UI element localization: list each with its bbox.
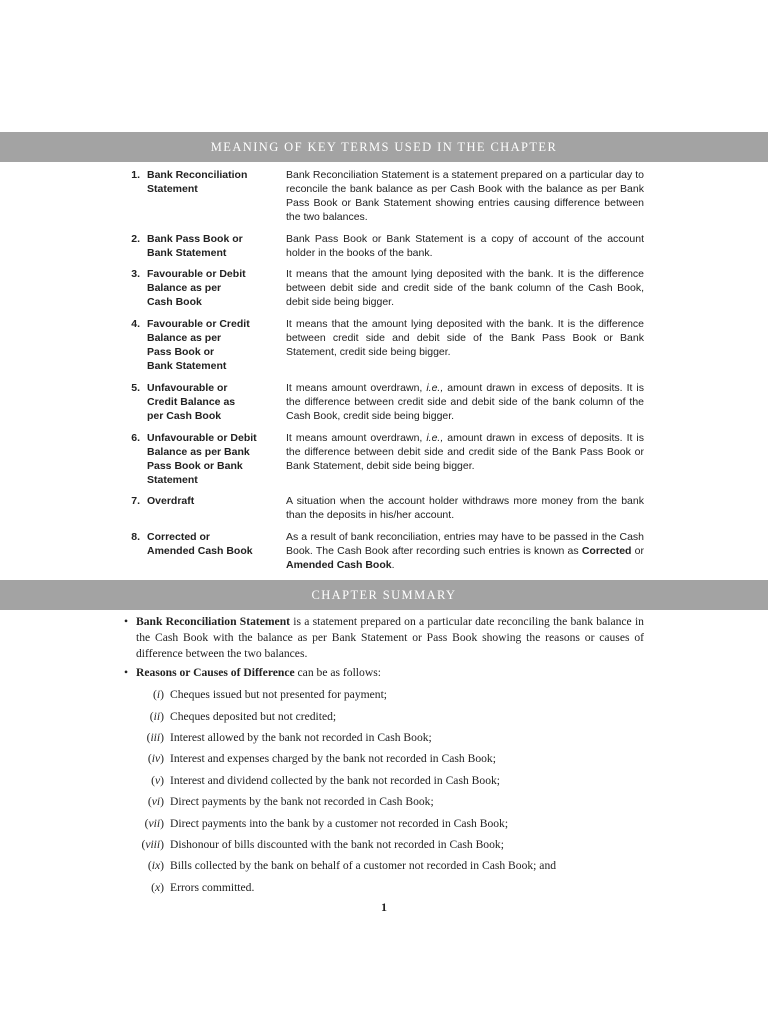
- reason-text: Bills collected by the bank on behalf of a customer not recorded in Cash Book; and: [170, 859, 557, 872]
- definition-text: amount drawn in excess of deposits. It is the difference between credit side and debit side of the bank column of the Cash Book, credit side being bigger.: [286, 382, 644, 422]
- term-definition: [286, 431, 644, 473]
- definition-italic: i.e.,: [426, 382, 444, 394]
- term-name: [147, 431, 277, 487]
- term-number: 3.: [131, 268, 140, 280]
- term-name-line: Pass Book or: [147, 346, 215, 358]
- reason-numeral-text: viii: [145, 838, 161, 851]
- term-name-line: Favourable or Credit: [147, 318, 250, 330]
- reason-item: [124, 751, 644, 767]
- term-name-line: Balance as per Bank: [147, 446, 250, 458]
- summary-term: Reasons or Causes of Difference: [136, 666, 295, 679]
- reason-text: Direct payments by the bank not recorded in Cash Book;: [170, 795, 434, 808]
- reason-item: [124, 687, 644, 703]
- reason-item: [124, 730, 644, 746]
- definition-text: It means amount overdrawn,: [286, 432, 427, 444]
- term-name-line: Bank Reconciliation: [147, 169, 248, 181]
- term-name-line: Bank Statement: [147, 247, 227, 259]
- term-name-line: Cash Book: [147, 296, 202, 308]
- reason-numeral-text: vi: [151, 795, 161, 808]
- reason-numeral: (viii): [141, 838, 164, 851]
- reason-numeral-text: iv: [151, 752, 161, 765]
- reason-numeral-text: x: [154, 881, 161, 894]
- term-number: 8.: [131, 531, 140, 543]
- reason-item: [124, 709, 644, 725]
- term-name-line: Statement: [147, 183, 198, 195]
- term-name: [147, 168, 277, 196]
- reason-item: [124, 773, 644, 789]
- reason-item: [124, 794, 644, 810]
- reason-numeral-text: v: [154, 774, 161, 787]
- term-name-line: per Cash Book: [147, 410, 222, 422]
- bullet-icon: •: [124, 666, 129, 679]
- reason-item: [124, 816, 644, 832]
- reason-text: Interest and expenses charged by the bank not recorded in Cash Book;: [170, 752, 496, 765]
- reason-numeral: (iii): [146, 731, 164, 744]
- term-definition: It means that the amount lying deposited with the bank. It is the difference between credit side and debit side of the Bank Pass Book or Bank Statement, credit side being bigger.: [286, 318, 644, 358]
- reason-numeral-text: ii: [153, 710, 161, 723]
- definition-bold: Amended Cash Book: [286, 559, 392, 571]
- term-name-line: Unfavourable or Debit: [147, 432, 257, 444]
- term-name: [147, 232, 277, 260]
- reason-text: Dishonour of bills discounted with the bank not recorded in Cash Book;: [170, 838, 504, 851]
- reason-text: Interest allowed by the bank not recorded in Cash Book;: [170, 731, 432, 744]
- term-name: [147, 530, 277, 558]
- reason-numeral: (v): [151, 774, 164, 787]
- reason-text: Interest and dividend collected by the bank not recorded in Cash Book;: [170, 774, 501, 787]
- reason-numeral: (vii): [144, 817, 164, 830]
- term-number: 1.: [131, 169, 140, 181]
- term-number: 7.: [131, 495, 140, 507]
- term-name: [147, 494, 277, 508]
- term-name-line: Balance as per: [147, 282, 222, 294]
- term-number: 5.: [131, 382, 140, 394]
- reason-numeral-text: iii: [150, 731, 161, 744]
- reason-numeral: (i): [153, 688, 164, 701]
- reason-numeral: (x): [151, 881, 164, 894]
- reason-numeral: (iv): [147, 752, 164, 765]
- reason-item: [124, 880, 644, 896]
- term-name-line: Favourable or Debit: [147, 268, 246, 280]
- term-name-line: Corrected or: [147, 531, 211, 543]
- chapter-summary-title: CHAPTER SUMMARY: [311, 587, 457, 602]
- key-terms-heading: [0, 132, 768, 162]
- term-name-line: Statement: [147, 474, 198, 486]
- definition-text: amount drawn in excess of deposits. It is the difference between debit side and credit side of the Bank Pass Book or Bank Statement, debit side being bigger.: [286, 432, 644, 472]
- reason-numeral-text: vii: [148, 817, 161, 830]
- definition-bold: Corrected: [581, 545, 632, 557]
- reason-text: Cheques deposited but not credited;: [170, 710, 337, 723]
- reason-numeral: (vi): [147, 795, 164, 808]
- term-number: 6.: [131, 432, 140, 444]
- summary-bullet-text: [136, 665, 644, 681]
- term-name: [147, 267, 277, 309]
- chapter-summary-heading: [0, 580, 768, 610]
- definition-text: As a result of bank reconciliation, entries may have to be passed in the Cash Book. The Cash Book after recording such entries is known as: [286, 531, 644, 557]
- reason-text: Direct payments into the bank by a customer not recorded in Cash Book;: [170, 817, 509, 830]
- bullet-icon: •: [124, 615, 129, 628]
- term-definition: Bank Reconciliation Statement is a statement prepared on a particular day to reconcile the bank balance as per Cash Book with the balance as per Bank Pass Book or Bank Statement showing entries causing difference between the two balances.: [286, 169, 644, 223]
- term-name-line: Bank Pass Book or: [147, 233, 243, 245]
- term-name-line: Credit Balance as: [147, 396, 236, 408]
- reason-item: [124, 837, 644, 853]
- term-name-line: Pass Book or Bank: [147, 460, 243, 472]
- term-name-line: Overdraft: [147, 495, 195, 507]
- term-name-line: Bank Statement: [147, 360, 227, 372]
- definition-text: .: [391, 559, 395, 571]
- reason-numeral-text: i: [156, 688, 161, 701]
- reason-text: Cheques issued but not presented for payment;: [170, 688, 388, 701]
- definition-italic: i.e.,: [426, 432, 444, 444]
- key-terms-title: MEANING OF KEY TERMS USED IN THE CHAPTER: [210, 139, 558, 154]
- reason-numeral: (ix): [147, 859, 164, 872]
- summary-term: Bank Reconciliation Statement: [136, 615, 291, 628]
- term-number: 4.: [131, 318, 140, 330]
- term-name-line: Balance as per: [147, 332, 222, 344]
- term-definition: It means that the amount lying deposited with the bank. It is the difference between debit side and credit side of the bank column of the Cash Book, debit side being bigger.: [286, 268, 644, 308]
- term-definition: [286, 381, 644, 423]
- term-definition: A situation when the account holder withdraws more money from the bank than the deposits in his/her account.: [286, 495, 644, 521]
- definition-text: It means amount overdrawn,: [286, 382, 427, 394]
- term-name-line: Amended Cash Book: [147, 545, 253, 557]
- summary-bullet-text: [136, 614, 644, 662]
- term-name: [147, 381, 277, 423]
- term-definition: Bank Pass Book or Bank Statement is a copy of account of the account holder in the books of the bank.: [286, 233, 644, 259]
- definition-text: or: [631, 545, 644, 557]
- page-number: 1: [381, 900, 387, 914]
- summary-description: is a statement prepared on a particular date reconciling the bank balance in the Cash Book with the balance as per Bank Statement or Pass Book showing the reasons or causes of difference between the two balances.: [136, 615, 644, 660]
- term-name: [147, 317, 277, 373]
- summary-description: can be as follows:: [294, 666, 381, 679]
- reason-item: [124, 858, 644, 874]
- reason-text: Errors committed.: [170, 881, 255, 894]
- reason-numeral-text: ix: [151, 859, 161, 872]
- term-number: 2.: [131, 233, 140, 245]
- reason-numeral: (ii): [149, 710, 164, 723]
- term-definition: [286, 530, 644, 572]
- term-name-line: Unfavourable or: [147, 382, 228, 394]
